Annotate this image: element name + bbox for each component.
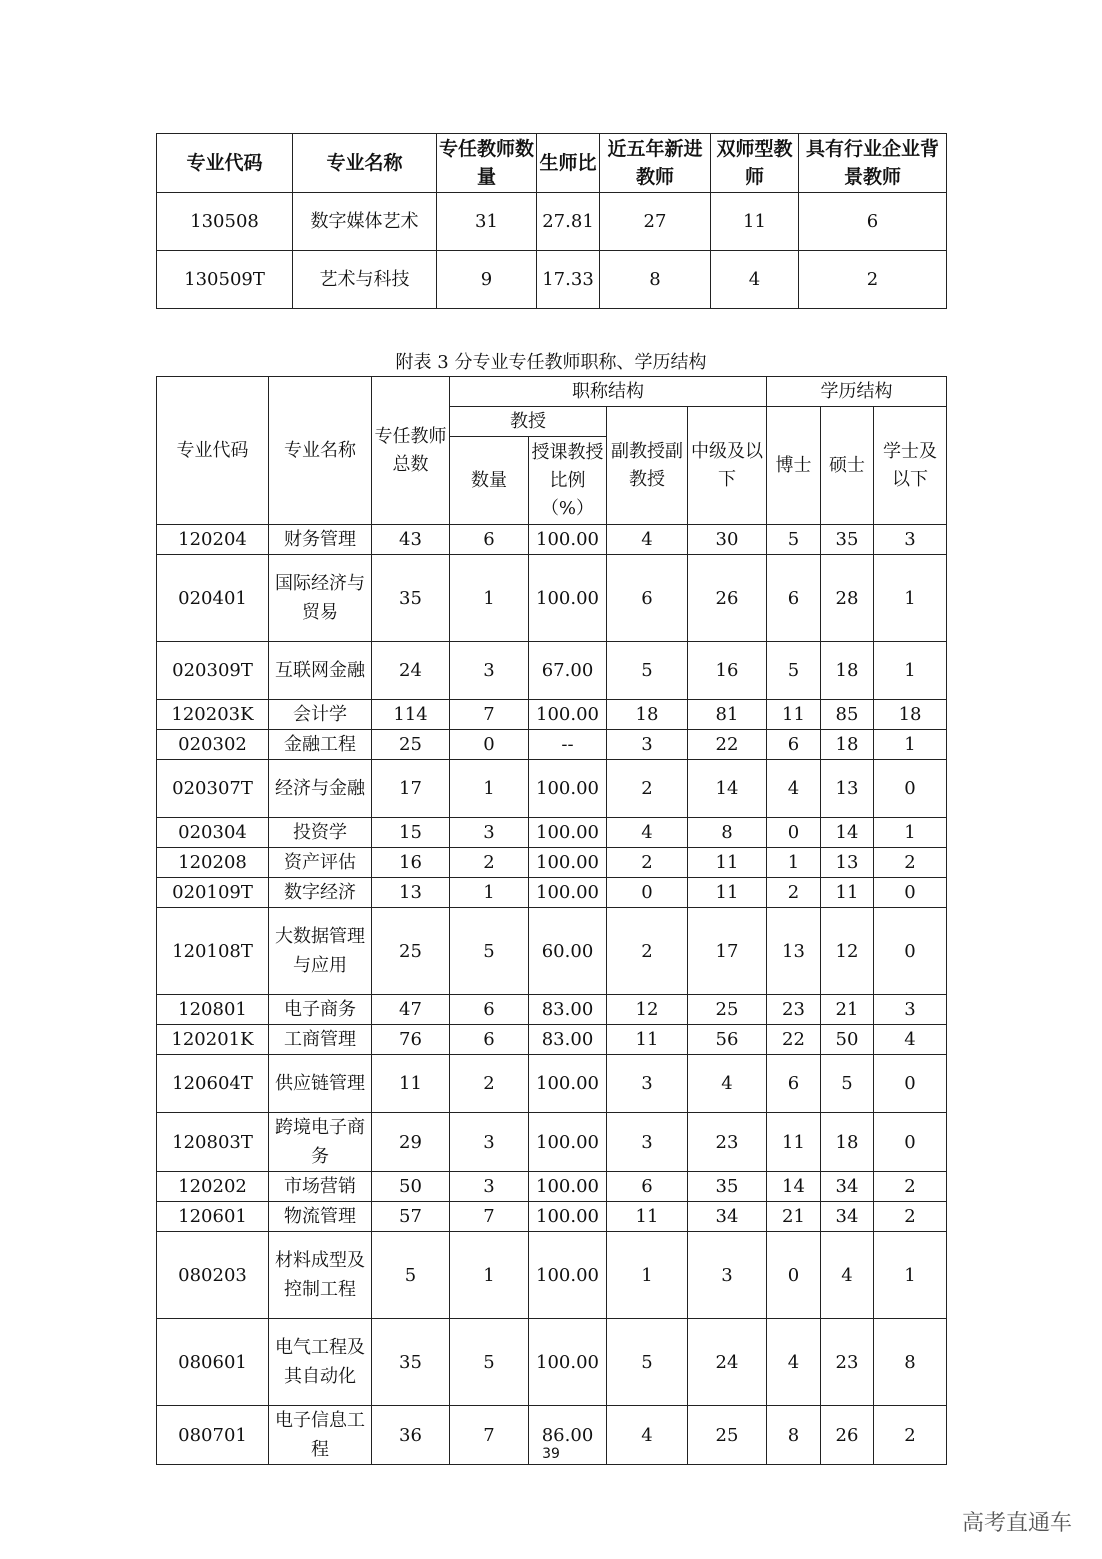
table-cell: 5 xyxy=(450,908,529,995)
table-cell: 18 xyxy=(821,1113,874,1172)
table-cell: 86.00 xyxy=(529,1406,607,1465)
table-cell: 11 xyxy=(821,878,874,908)
table-row xyxy=(157,193,947,251)
table-row xyxy=(157,1025,947,1055)
table-cell: 市场营销 xyxy=(269,1172,372,1202)
table-cell: 15 xyxy=(372,818,450,848)
table-cell: 8 xyxy=(600,251,711,309)
table-cell: 2 xyxy=(607,760,688,818)
table-cell: 6 xyxy=(767,730,821,760)
table-cell: 8 xyxy=(874,1319,947,1406)
teacher-structure-table xyxy=(156,376,947,1465)
header-major-name: 专业名称 xyxy=(293,134,437,193)
table-cell: 大数据管理与应用 xyxy=(269,908,372,995)
table-cell: 1 xyxy=(874,642,947,700)
table-cell: 020401 xyxy=(157,555,269,642)
table-cell: 18 xyxy=(821,730,874,760)
table-cell: 1 xyxy=(874,730,947,760)
table-row xyxy=(157,1202,947,1232)
table-cell: 23 xyxy=(821,1319,874,1406)
table-cell: 18 xyxy=(874,700,947,730)
table-cell: 14 xyxy=(688,760,767,818)
table-cell: 0 xyxy=(874,1113,947,1172)
table-cell: 100.00 xyxy=(529,555,607,642)
table-header-row xyxy=(157,377,947,407)
table-cell: 020109T xyxy=(157,878,269,908)
header-fulltime-teachers: 专任教师数量 xyxy=(437,134,537,193)
table-cell: 21 xyxy=(821,995,874,1025)
table-cell: 120803T xyxy=(157,1113,269,1172)
table-cell: 4 xyxy=(821,1232,874,1319)
table-cell: 3 xyxy=(450,642,529,700)
header-master: 硕士 xyxy=(821,407,874,525)
table-cell: 7 xyxy=(450,700,529,730)
table-cell: 5 xyxy=(767,525,821,555)
table-cell: 120201K xyxy=(157,1025,269,1055)
table-cell: 28 xyxy=(821,555,874,642)
table-cell: 6 xyxy=(450,525,529,555)
table-cell: 21 xyxy=(767,1202,821,1232)
table-cell: 81 xyxy=(688,700,767,730)
table-row xyxy=(157,642,947,700)
table-cell: 国际经济与贸易 xyxy=(269,555,372,642)
table-cell: 43 xyxy=(372,525,450,555)
table-cell: 1 xyxy=(450,760,529,818)
table-cell: 电子商务 xyxy=(269,995,372,1025)
page-number: 39 xyxy=(542,1446,560,1462)
table-cell: 34 xyxy=(821,1172,874,1202)
table-row xyxy=(157,878,947,908)
table-row xyxy=(157,700,947,730)
table-cell: 5 xyxy=(607,1319,688,1406)
table-cell: 24 xyxy=(688,1319,767,1406)
table-cell: 080601 xyxy=(157,1319,269,1406)
table-cell: 2 xyxy=(450,848,529,878)
table-cell: 材料成型及控制工程 xyxy=(269,1232,372,1319)
table-cell: 120604T xyxy=(157,1055,269,1113)
table-cell: 跨境电子商务 xyxy=(269,1113,372,1172)
table-cell: 0 xyxy=(767,1232,821,1319)
table-row xyxy=(157,1172,947,1202)
table-cell: 11 xyxy=(688,878,767,908)
table-cell: 020304 xyxy=(157,818,269,848)
table-cell: 100.00 xyxy=(529,878,607,908)
table-cell: 120801 xyxy=(157,995,269,1025)
table-cell: 22 xyxy=(688,730,767,760)
table-cell: 130509T xyxy=(157,251,293,309)
table-cell: 5 xyxy=(767,642,821,700)
table-cell: 会计学 xyxy=(269,700,372,730)
table-cell: 0 xyxy=(450,730,529,760)
table-cell: 数字媒体艺术 xyxy=(293,193,437,251)
table-cell: 11 xyxy=(767,1113,821,1172)
table-cell: 2 xyxy=(874,1172,947,1202)
table-cell: 12 xyxy=(821,908,874,995)
table-cell: 11 xyxy=(372,1055,450,1113)
table-cell: 4 xyxy=(767,760,821,818)
table-cell: 6 xyxy=(450,1025,529,1055)
table-caption: 附表 3 分专业专任教师职称、学历结构 xyxy=(395,352,707,373)
table-cell: 17 xyxy=(372,760,450,818)
table-cell: 2 xyxy=(450,1055,529,1113)
header-professor: 教授 xyxy=(450,407,607,437)
table-cell: 6 xyxy=(450,995,529,1025)
table-cell: 47 xyxy=(372,995,450,1025)
table-cell: 3 xyxy=(874,995,947,1025)
table-cell: 1 xyxy=(607,1232,688,1319)
table-cell: 35 xyxy=(688,1172,767,1202)
table-cell: 14 xyxy=(767,1172,821,1202)
header-title-structure: 职称结构 xyxy=(450,377,767,407)
table-cell: 100.00 xyxy=(529,848,607,878)
table-cell: 13 xyxy=(372,878,450,908)
table-cell: 11 xyxy=(607,1025,688,1055)
table-cell: 4 xyxy=(607,1406,688,1465)
table-cell: 数字经济 xyxy=(269,878,372,908)
table-cell: 16 xyxy=(688,642,767,700)
table-cell: 2 xyxy=(607,908,688,995)
table-row xyxy=(157,760,947,818)
table-cell: 24 xyxy=(372,642,450,700)
table-cell: 83.00 xyxy=(529,1025,607,1055)
table-cell: 2 xyxy=(799,251,947,309)
table-row xyxy=(157,1055,947,1113)
table-cell: 120601 xyxy=(157,1202,269,1232)
table-cell: 1 xyxy=(450,878,529,908)
header-professor-count: 数量 xyxy=(450,437,529,525)
table-cell: 080701 xyxy=(157,1406,269,1465)
table-cell: 34 xyxy=(688,1202,767,1232)
table-cell: 6 xyxy=(767,1055,821,1113)
table-cell: 11 xyxy=(767,700,821,730)
table-cell: 2 xyxy=(874,1406,947,1465)
table-header-row xyxy=(157,134,947,193)
table-cell: 50 xyxy=(372,1172,450,1202)
table-cell: 8 xyxy=(688,818,767,848)
table-cell: 120202 xyxy=(157,1172,269,1202)
table-cell: 5 xyxy=(607,642,688,700)
table-cell: 3 xyxy=(688,1232,767,1319)
table-cell: 财务管理 xyxy=(269,525,372,555)
table-cell: 2 xyxy=(874,1202,947,1232)
table-cell: 4 xyxy=(607,525,688,555)
table-row xyxy=(157,995,947,1025)
table-cell: 25 xyxy=(372,730,450,760)
table-cell: 0 xyxy=(607,878,688,908)
table-cell: 114 xyxy=(372,700,450,730)
table-cell: 1 xyxy=(874,818,947,848)
table-cell: 120208 xyxy=(157,848,269,878)
header-phd: 博士 xyxy=(767,407,821,525)
table-cell: 120108T xyxy=(157,908,269,995)
table-row xyxy=(157,1113,947,1172)
table-cell: 物流管理 xyxy=(269,1202,372,1232)
table-cell: 3 xyxy=(450,818,529,848)
table-cell: 50 xyxy=(821,1025,874,1055)
table-cell: 26 xyxy=(688,555,767,642)
table-cell: 17 xyxy=(688,908,767,995)
table-cell: 120203K xyxy=(157,700,269,730)
table-row xyxy=(157,1232,947,1319)
table-cell: 020307T xyxy=(157,760,269,818)
table-cell: 7 xyxy=(450,1406,529,1465)
table-cell: 6 xyxy=(799,193,947,251)
table-cell: 3 xyxy=(607,1055,688,1113)
table-cell: 34 xyxy=(821,1202,874,1232)
table-cell: 0 xyxy=(874,760,947,818)
table-cell: 56 xyxy=(688,1025,767,1055)
table-cell: 120204 xyxy=(157,525,269,555)
header-associate-professor: 副教授副教授 xyxy=(607,407,688,525)
table-cell: 0 xyxy=(874,878,947,908)
table-cell: 3 xyxy=(450,1172,529,1202)
table-cell: 4 xyxy=(711,251,799,309)
table-cell: 100.00 xyxy=(529,818,607,848)
teacher-summary-body xyxy=(157,193,947,309)
table-cell: 4 xyxy=(767,1319,821,1406)
table-cell: 1 xyxy=(450,555,529,642)
table-cell: 130508 xyxy=(157,193,293,251)
header-student-teacher-ratio: 生师比 xyxy=(537,134,600,193)
table-cell: 17.33 xyxy=(537,251,600,309)
table-cell: 供应链管理 xyxy=(269,1055,372,1113)
teacher-summary-table xyxy=(156,133,947,309)
table-cell: 6 xyxy=(607,555,688,642)
table-cell: 100.00 xyxy=(529,1055,607,1113)
table-cell: 100.00 xyxy=(529,760,607,818)
table-cell: 资产评估 xyxy=(269,848,372,878)
table-cell: 7 xyxy=(450,1202,529,1232)
table-cell: 1 xyxy=(874,1232,947,1319)
watermark: 高考直通车 xyxy=(961,1511,1072,1536)
table-cell: 3 xyxy=(607,730,688,760)
table-cell: 0 xyxy=(767,818,821,848)
table-cell: 100.00 xyxy=(529,1202,607,1232)
table-cell: 25 xyxy=(688,995,767,1025)
table-cell: 电子信息工程 xyxy=(269,1406,372,1465)
table-cell: 4 xyxy=(607,818,688,848)
table-cell: 11 xyxy=(688,848,767,878)
table-cell: 25 xyxy=(372,908,450,995)
table-cell: 30 xyxy=(688,525,767,555)
table-cell: 13 xyxy=(821,760,874,818)
table-cell: 35 xyxy=(372,1319,450,1406)
table-cell: 100.00 xyxy=(529,1172,607,1202)
header-new-teachers: 近五年新进教师 xyxy=(600,134,711,193)
table-cell: 3 xyxy=(874,525,947,555)
table-cell: 100.00 xyxy=(529,1232,607,1319)
table-cell: 工商管理 xyxy=(269,1025,372,1055)
table-cell: 11 xyxy=(607,1202,688,1232)
table-cell: 31 xyxy=(437,193,537,251)
table-cell: 60.00 xyxy=(529,908,607,995)
header-dual-teachers: 双师型教师 xyxy=(711,134,799,193)
table-cell: 27.81 xyxy=(537,193,600,251)
table-cell: 100.00 xyxy=(529,1319,607,1406)
table-cell: 29 xyxy=(372,1113,450,1172)
table-cell: 互联网金融 xyxy=(269,642,372,700)
table-cell: 36 xyxy=(372,1406,450,1465)
table-cell: 27 xyxy=(600,193,711,251)
table-row xyxy=(157,525,947,555)
table-cell: 9 xyxy=(437,251,537,309)
table-cell: 16 xyxy=(372,848,450,878)
table-row xyxy=(157,555,947,642)
table-cell: 1 xyxy=(767,848,821,878)
table-cell: 18 xyxy=(821,642,874,700)
table-cell: 22 xyxy=(767,1025,821,1055)
table-cell: 2 xyxy=(874,848,947,878)
header-mid-below: 中级及以下 xyxy=(688,407,767,525)
table-cell: 投资学 xyxy=(269,818,372,848)
table-cell: 金融工程 xyxy=(269,730,372,760)
table-cell: 2 xyxy=(767,878,821,908)
table-cell: 35 xyxy=(372,555,450,642)
header-industry-teachers: 具有行业企业背景教师 xyxy=(799,134,947,193)
header-professor-teaching-ratio: 授课教授比例（%） xyxy=(529,437,607,525)
table-cell: 3 xyxy=(607,1113,688,1172)
table-row xyxy=(157,818,947,848)
table-cell: -- xyxy=(529,730,607,760)
table-row xyxy=(157,848,947,878)
table-cell: 2 xyxy=(607,848,688,878)
table-cell: 18 xyxy=(607,700,688,730)
table-cell: 080203 xyxy=(157,1232,269,1319)
header-major-code: 专业代码 xyxy=(157,134,293,193)
table-cell: 0 xyxy=(874,1055,947,1113)
table-cell: 5 xyxy=(821,1055,874,1113)
table-cell: 1 xyxy=(874,555,947,642)
table-cell: 76 xyxy=(372,1025,450,1055)
table-cell: 3 xyxy=(450,1113,529,1172)
table-row xyxy=(157,251,947,309)
header-total-teachers: 专任教师总数 xyxy=(372,377,450,525)
table-cell: 26 xyxy=(821,1406,874,1465)
table-cell: 13 xyxy=(767,908,821,995)
table-cell: 4 xyxy=(874,1025,947,1055)
table-cell: 12 xyxy=(607,995,688,1025)
table-cell: 6 xyxy=(767,555,821,642)
table-cell: 020302 xyxy=(157,730,269,760)
table-cell: 67.00 xyxy=(529,642,607,700)
teacher-structure-body xyxy=(157,525,947,1465)
header-bachelor-below: 学士及以下 xyxy=(874,407,947,525)
header-major-name: 专业名称 xyxy=(269,377,372,525)
table-cell: 0 xyxy=(874,908,947,995)
table-cell: 4 xyxy=(688,1055,767,1113)
table-cell: 100.00 xyxy=(529,525,607,555)
header-education-structure: 学历结构 xyxy=(767,377,947,407)
header-major-code: 专业代码 xyxy=(157,377,269,525)
table-cell: 83.00 xyxy=(529,995,607,1025)
table-cell: 23 xyxy=(767,995,821,1025)
table-cell: 电气工程及其自动化 xyxy=(269,1319,372,1406)
table-cell: 25 xyxy=(688,1406,767,1465)
table-cell: 100.00 xyxy=(529,700,607,730)
table-cell: 6 xyxy=(607,1172,688,1202)
table-cell: 100.00 xyxy=(529,1113,607,1172)
table-cell: 11 xyxy=(711,193,799,251)
table-cell: 35 xyxy=(821,525,874,555)
table-row xyxy=(157,908,947,995)
table-cell: 5 xyxy=(372,1232,450,1319)
table-row xyxy=(157,730,947,760)
table-cell: 1 xyxy=(450,1232,529,1319)
table-cell: 13 xyxy=(821,848,874,878)
table-cell: 14 xyxy=(821,818,874,848)
table-cell: 5 xyxy=(450,1319,529,1406)
table-cell: 经济与金融 xyxy=(269,760,372,818)
table-cell: 57 xyxy=(372,1202,450,1232)
table-cell: 艺术与科技 xyxy=(293,251,437,309)
table-cell: 8 xyxy=(767,1406,821,1465)
table-cell: 020309T xyxy=(157,642,269,700)
table-cell: 23 xyxy=(688,1113,767,1172)
table-row xyxy=(157,1319,947,1406)
table-cell: 85 xyxy=(821,700,874,730)
